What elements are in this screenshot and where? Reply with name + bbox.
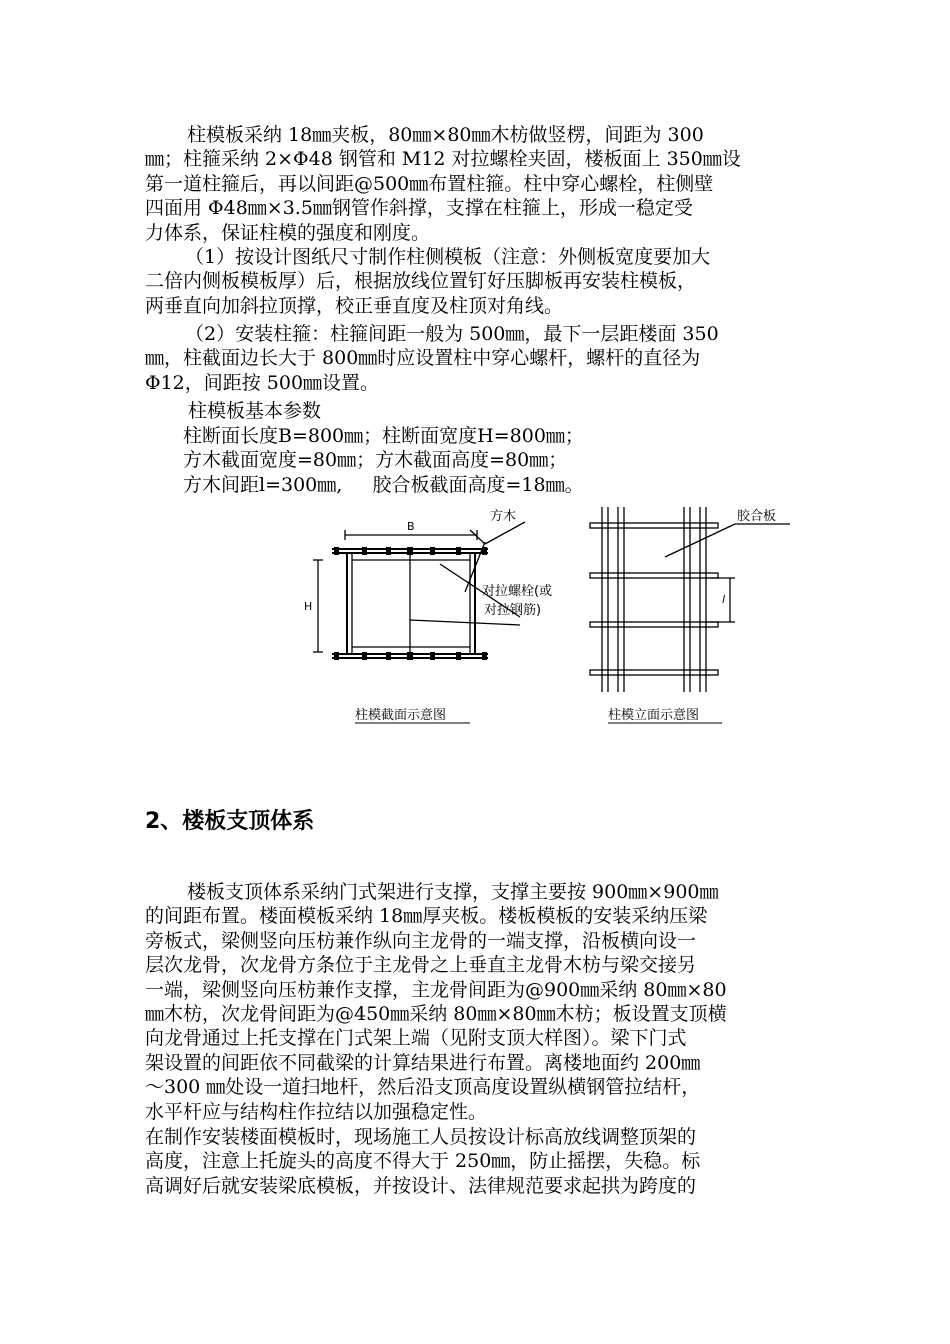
param-line: 方木截面宽度=80㎜；方木截面高度=80㎜； [183,449,568,472]
column-formwork-paragraph [145,123,810,245]
plywood-label: 胶合板 [737,509,777,524]
text-line: 在制作安装楼面模板时，现场施工人员按设计标高放线调整顶架的 [145,1126,697,1148]
text-line: 旁板式，梁侧竖向压枋兼作纵向主龙骨的一端支撑，沿板横向设一 [145,929,697,952]
text-line: 二倍内侧板模板厚）后，根据放线位置钉好压脚板再安装柱模板， [145,270,697,293]
timber-label: 方木 [490,509,517,524]
text-line: 的间距布置。楼面模板采纳 18㎜厚夹板。楼板模板的安装采纳压梁 [145,905,708,928]
formwork-diagram [290,502,830,737]
text-line: ㎜，柱截面边长大于 800㎜时应设置柱中穿心螺杆，螺杆的直径为 [145,347,701,370]
text-line: 向龙骨通过上托支撑在门式架上端（见附支顶大样图）。梁下门式 [145,1027,687,1050]
text-line: （1）按设计图纸尺寸制作柱侧模板（注意：外侧板宽度要加大 [185,246,711,268]
text-line: （2）安装柱箍：柱箍间距一般为 500㎜，最下一层距楼面 350 [185,323,719,345]
text-line: ㎜；柱箍采纳 2×Φ48 钢管和 M12 对拉螺栓夹固，楼板面上 350㎜设 [145,148,741,171]
section-heading: 2、楼板支顶体系 [145,809,315,834]
slab-install-paragraph [145,1125,810,1198]
bolt-label-line2: 对拉钢筋) [484,603,542,618]
step-2-paragraph [145,322,810,395]
text-line: ㎜木枋，次龙骨间距为@450㎜采纳 80㎜×80㎜木枋；板设置支顶横 [145,1003,727,1026]
params-title-text: 柱模板基本参数 [188,400,322,422]
params-title [188,399,321,423]
param-line: 柱断面长度B=800㎜；柱断面宽度H=800㎜； [183,425,584,447]
spacing-l-label: l [722,593,726,606]
right-caption: 柱模立面示意图 [608,708,700,723]
elevation-drawing [590,507,790,692]
text-line: Φ12，间距按 500㎜设置。 [145,371,380,394]
text-line: ～300 ㎜处设一道扫地杆，然后沿支顶高度设置纵横钢管拉结杆， [145,1076,701,1099]
slab-support-paragraph [145,880,810,1124]
text-line: 层次龙骨，次龙骨方条位于主龙骨之上垂直主龙骨木枋与梁交接另 [145,954,697,977]
text-line: 第一道柱箍后，再以间距@500㎜布置柱箍。柱中穿心螺栓，柱侧壁 [145,172,714,195]
text-line: 水平杆应与结构柱作拉结以加强稳定性。 [145,1100,488,1123]
step-1-paragraph [145,245,810,318]
column-formwork-figure [290,502,830,737]
bolt-label-line1: 对拉螺栓(或 [482,584,553,599]
text-line: 一端，梁侧竖向压枋兼作支撑，主龙骨间距为@900㎜采纳 80㎜×80 [145,978,727,1001]
text-line: 四面用 Φ48㎜×3.5㎜钢管作斜撑，支撑在柱箍上，形成一稳定受 [145,197,693,220]
text-line: 高调好后就安装梁底模板，并按设计、法律规范要求起拱为跨度的 [145,1174,697,1197]
text-line: 柱模板采纳 18㎜夹板，80㎜×80㎜木枋做竖楞，间距为 300 [187,124,704,146]
text-line: 架设置的间距依不同截梁的计算结果进行布置。离楼地面约 200㎜ [145,1051,701,1074]
param-line: 方木间距l=300㎜, 胶合板截面高度=18㎜。 [183,473,584,496]
dimension-h-label: H [304,600,313,613]
text-line: 高度，注意上托旋头的高度不得大于 250㎜，防止摇摆，失稳。标 [145,1150,701,1173]
left-caption: 柱模截面示意图 [355,708,447,723]
params-list [183,424,584,497]
dimension-b-label: B [407,520,415,533]
text-line: 力体系，保证柱模的强度和刚度。 [145,221,431,244]
text-line: 楼板支顶体系采纳门式架进行支撑，支撑主要按 900㎜×900㎜ [187,881,719,903]
text-line: 两垂直向加斜拉顶撑，校正垂直度及柱顶对角线。 [145,294,564,317]
